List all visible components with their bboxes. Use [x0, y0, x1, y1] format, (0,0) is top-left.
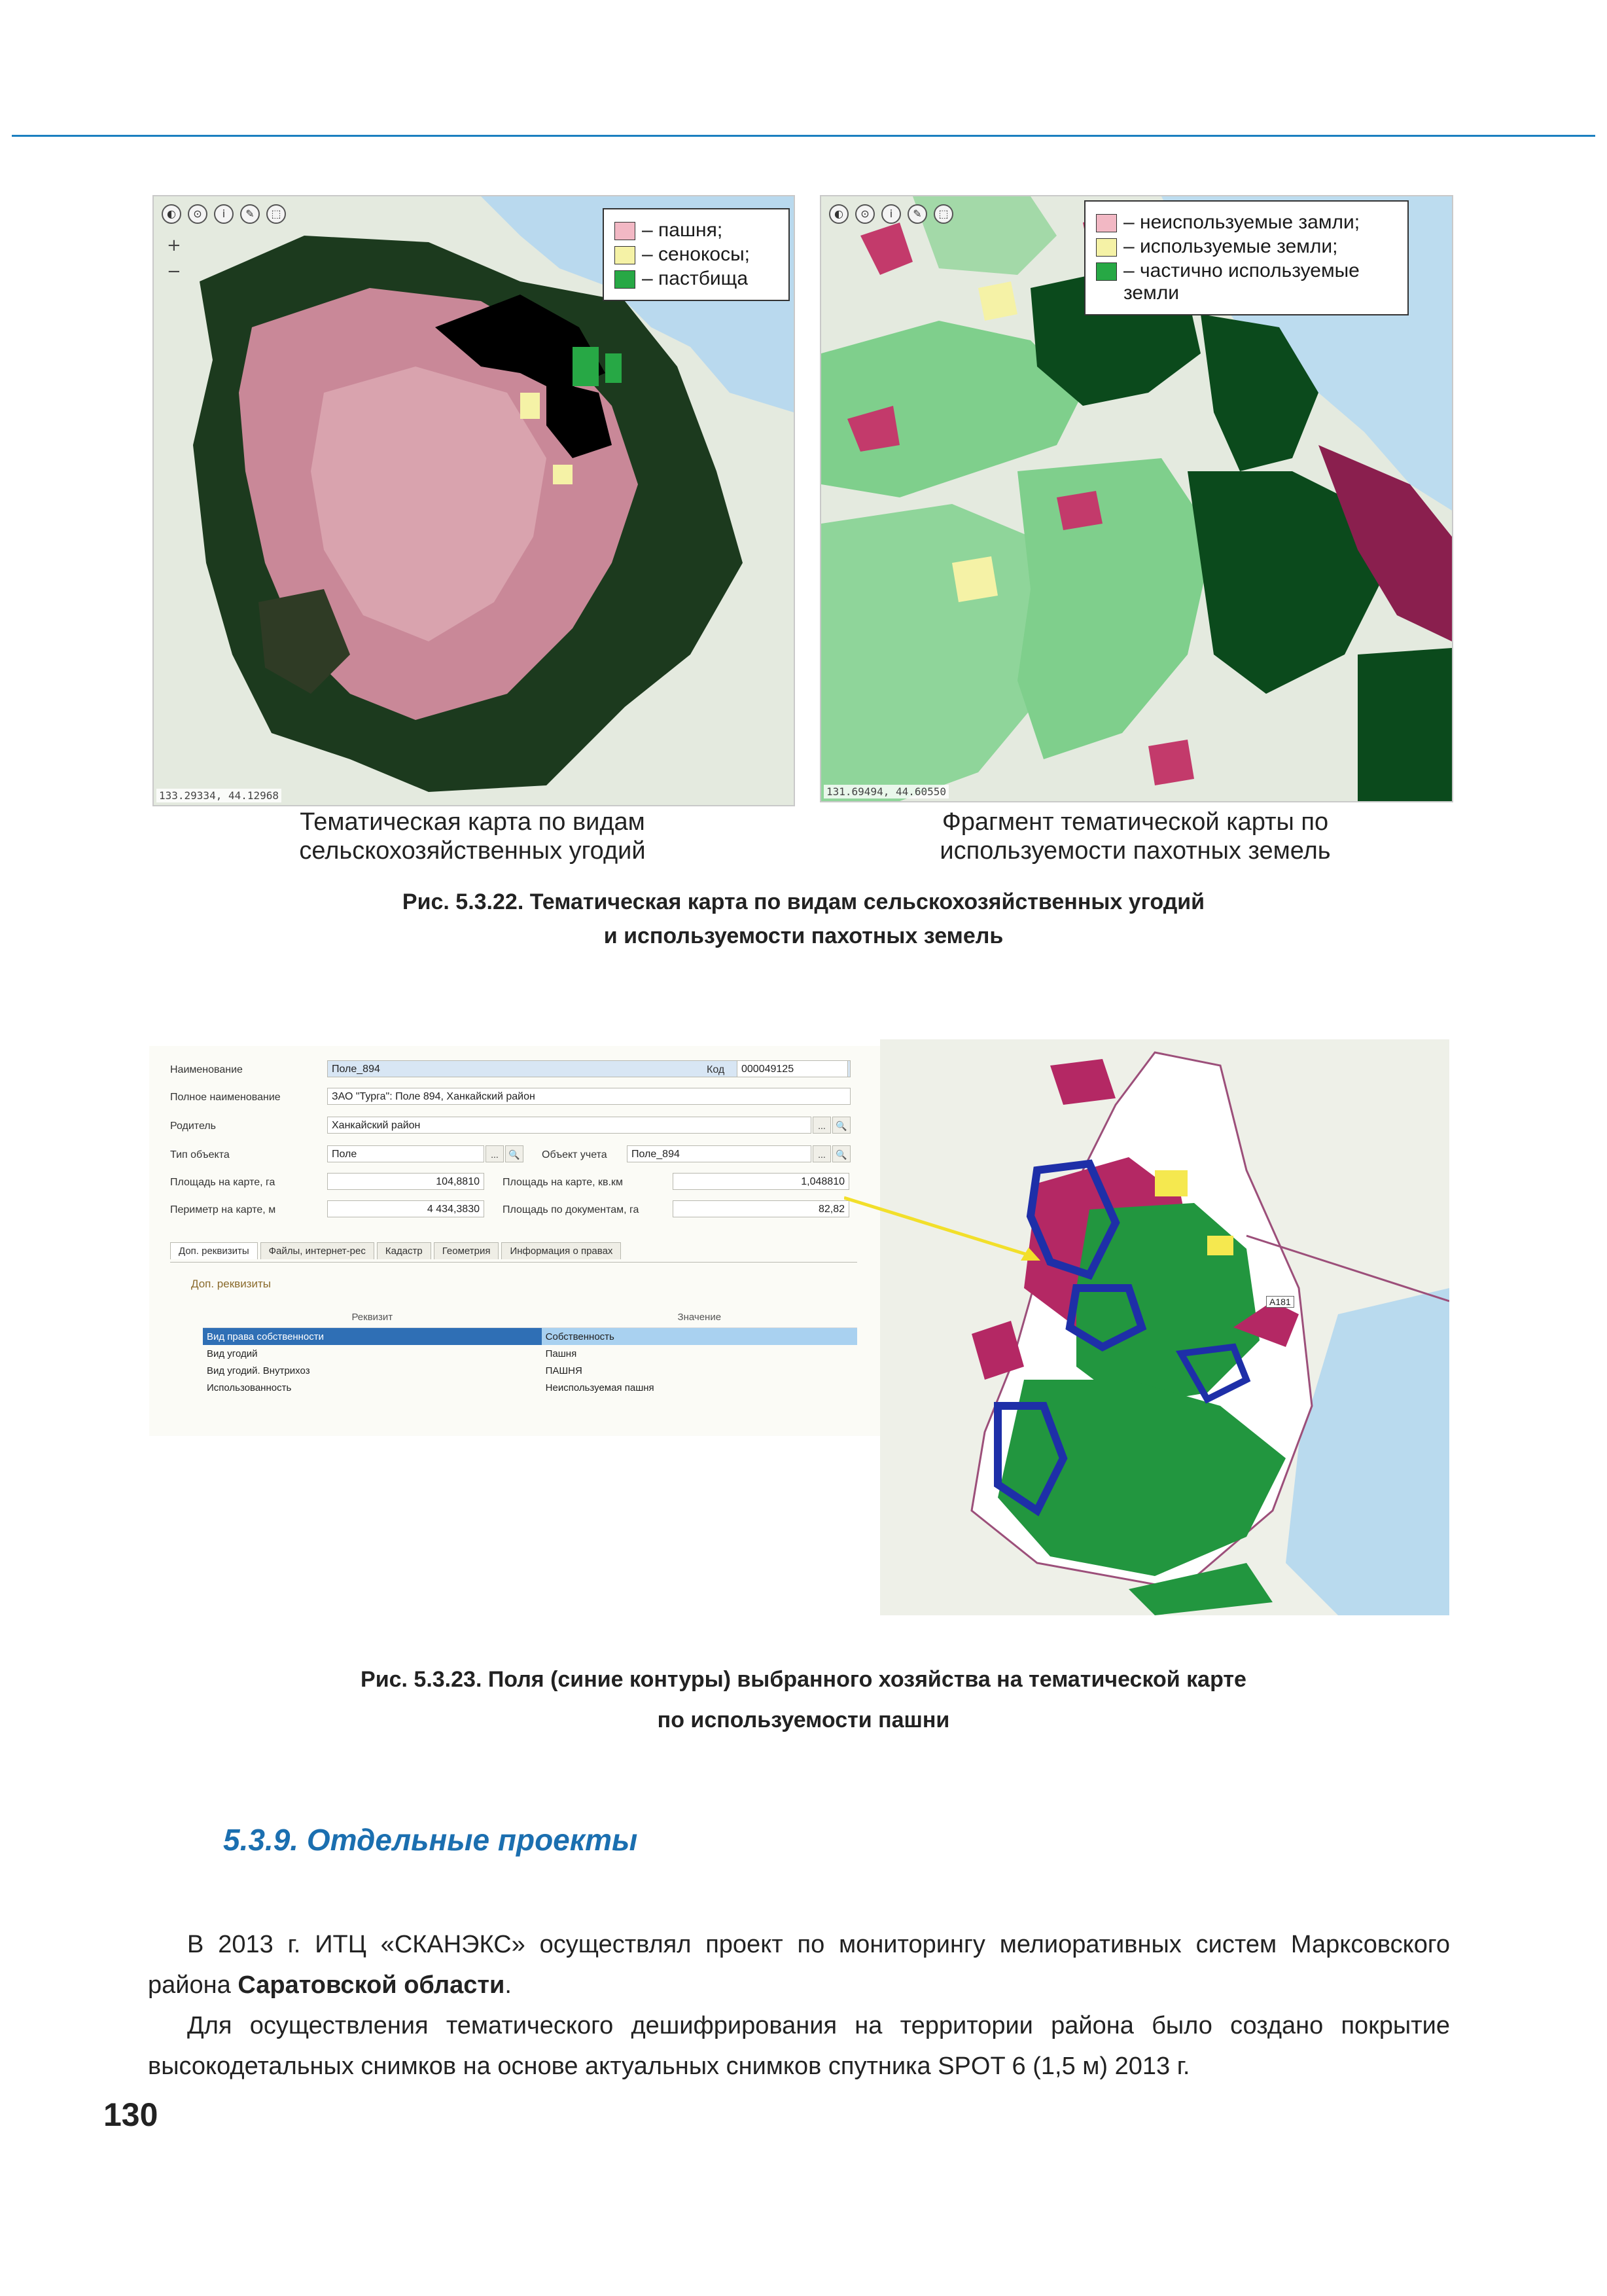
section-heading: 5.3.9. Отдельные проекты	[223, 1823, 638, 1857]
globe-icon[interactable]: ◐	[162, 204, 181, 224]
table-header-row	[203, 1306, 857, 1328]
legend-swatch	[614, 246, 635, 264]
agricultural-land-map	[152, 195, 795, 806]
legend-label: – неиспользуемые замли;	[1123, 211, 1360, 233]
right-map-caption	[820, 808, 1451, 865]
table-row[interactable]	[203, 1328, 857, 1346]
attributes-table	[203, 1306, 857, 1396]
legend-item	[1096, 260, 1397, 304]
code-label: Код	[707, 1064, 725, 1075]
field-properties-form	[149, 1046, 885, 1436]
attr-cell: Использованность	[207, 1382, 292, 1393]
paragraph-text: В 2013 г. ИТЦ «СКАНЭКС» осуществлял проект по мониторингу мелиоративных систем Марксовского района	[148, 1931, 1450, 1999]
area-map-field[interactable]: 104,8810	[327, 1173, 484, 1190]
map-legend	[1084, 200, 1409, 315]
farm-fields-map	[880, 1039, 1449, 1615]
search-icon[interactable]: 🔍	[832, 1117, 851, 1134]
map-toolbar	[829, 204, 953, 224]
legend-item	[614, 243, 778, 266]
more-button[interactable]: ...	[813, 1145, 831, 1162]
info-icon[interactable]: i	[881, 204, 901, 224]
legend-swatch	[1096, 262, 1117, 281]
legend-label: – пастбища	[642, 268, 748, 289]
paragraph-bold-text: Саратовской области	[238, 1971, 505, 1999]
figure-caption-line: по используемости пашни	[657, 1708, 950, 1732]
zoom-in-icon[interactable]: +	[167, 236, 181, 255]
value-cell: Пашня	[545, 1348, 577, 1359]
column-header: Значение	[542, 1306, 857, 1328]
arable-land-usage-map	[820, 195, 1453, 802]
legend-label: – сенокосы;	[642, 243, 750, 265]
paragraph-text: .	[504, 1971, 512, 1999]
area-map-sqkm-field[interactable]: 1,048810	[673, 1173, 849, 1190]
zoom-out-icon[interactable]: −	[167, 262, 181, 281]
section-title: Доп. реквизиты	[191, 1278, 271, 1290]
select-icon[interactable]: ⬚	[934, 204, 953, 224]
search-icon[interactable]: 🔍	[505, 1145, 523, 1162]
area-doc-label: Площадь по документам, га	[503, 1204, 639, 1215]
map-toolbar	[162, 204, 286, 224]
account-label: Объект учета	[542, 1149, 607, 1160]
figure-caption-line: и используемости пахотных земель	[603, 924, 1004, 948]
code-field[interactable]: 000049125	[737, 1060, 848, 1077]
left-map-caption-line: Тематическая карта по видам	[300, 808, 645, 836]
right-map-caption-line: используемости пахотных земель	[940, 837, 1331, 865]
legend-swatch	[1096, 214, 1117, 232]
tab-extra-attributes[interactable]: Доп. реквизиты	[170, 1242, 258, 1259]
coordinate-readout: 133.29334, 44.12968	[156, 789, 281, 802]
tab-geometry[interactable]: Геометрия	[434, 1242, 499, 1259]
pointer-arrow	[844, 1191, 1060, 1270]
legend-item	[1096, 211, 1397, 234]
globe-icon[interactable]: ◐	[829, 204, 849, 224]
farm-fields-map-graphic	[880, 1039, 1449, 1615]
figure-caption	[0, 1662, 1607, 1737]
figure-caption	[0, 885, 1607, 953]
area-map-label: Площадь на карте, га	[170, 1177, 275, 1188]
attr-cell: Вид угодий	[207, 1348, 258, 1359]
name-label: Наименование	[170, 1064, 243, 1075]
edit-icon[interactable]: ✎	[240, 204, 260, 224]
attr-cell: Вид права собственности	[203, 1328, 542, 1346]
right-map-caption-line: Фрагмент тематической карты по	[942, 808, 1329, 836]
table-row[interactable]	[203, 1362, 857, 1379]
name-field[interactable]: Поле_894	[327, 1060, 851, 1077]
value-cell: Собственность	[542, 1328, 857, 1346]
tab-files[interactable]: Файлы, интернет-рес	[260, 1242, 374, 1259]
legend-item	[614, 219, 778, 242]
perimeter-label: Периметр на карте, м	[170, 1204, 276, 1215]
search-icon[interactable]: 🔍	[832, 1145, 851, 1162]
tab-divider	[170, 1262, 857, 1263]
parent-field[interactable]: Ханкайский район	[327, 1117, 811, 1134]
account-field[interactable]: Поле_894	[627, 1145, 811, 1162]
paragraph: Для осуществления тематического дешифрирования на территории района было создано покрытие высокодетальных снимков на основе актуальных снимков спутника SPOT 6 (1,5 м) 2013 г.	[148, 2012, 1450, 2080]
legend-label: – частично используемые земли	[1123, 260, 1360, 304]
legend-item	[614, 268, 778, 290]
paragraph	[148, 1924, 1450, 2005]
column-header: Реквизит	[203, 1306, 542, 1328]
form-tabs	[170, 1242, 621, 1259]
edit-icon[interactable]: ✎	[908, 204, 927, 224]
top-rule	[12, 135, 1595, 137]
value-cell: ПАШНЯ	[545, 1365, 582, 1376]
fullname-field[interactable]: ЗАО "Турга": Поле 894, Ханкайский район	[327, 1088, 851, 1105]
legend-swatch	[614, 222, 635, 240]
type-label: Тип объекта	[170, 1149, 230, 1160]
select-icon[interactable]: ⬚	[266, 204, 286, 224]
table-row[interactable]	[203, 1379, 857, 1396]
info-icon[interactable]: i	[214, 204, 234, 224]
table-row[interactable]	[203, 1345, 857, 1362]
area-doc-field[interactable]: 82,82	[673, 1200, 849, 1217]
legend-swatch	[1096, 238, 1117, 257]
parent-label: Родитель	[170, 1121, 216, 1132]
legend-label: – пашня;	[642, 219, 723, 241]
area-map-sqkm-label: Площадь на карте, кв.км	[503, 1177, 623, 1188]
tab-cadastre[interactable]: Кадастр	[377, 1242, 431, 1259]
attr-cell: Вид угодий. Внутрихоз	[207, 1365, 310, 1376]
map-legend	[603, 208, 790, 301]
page-number: 130	[103, 2096, 158, 2133]
left-map-caption-line: сельскохозяйственных угодий	[299, 837, 646, 865]
value-cell: Неиспользуемая пашня	[545, 1382, 654, 1393]
more-button[interactable]: ...	[813, 1117, 831, 1134]
tab-rights-info[interactable]: Информация о правах	[501, 1242, 621, 1259]
target-icon[interactable]: ⊙	[855, 204, 875, 224]
target-icon[interactable]: ⊙	[188, 204, 207, 224]
legend-item	[1096, 236, 1397, 258]
type-field[interactable]: Поле	[327, 1145, 484, 1162]
more-button[interactable]: ...	[486, 1145, 504, 1162]
left-map-caption	[152, 808, 792, 865]
road-label: А181	[1266, 1296, 1294, 1308]
fullname-label: Полное наименование	[170, 1092, 281, 1103]
figure-caption-line: Рис. 5.3.23. Поля (синие контуры) выбранного хозяйства на тематической карте	[361, 1667, 1246, 1692]
coordinate-readout: 131.69494, 44.60550	[824, 785, 949, 798]
legend-swatch	[614, 270, 635, 289]
perimeter-field[interactable]: 4 434,3830	[327, 1200, 484, 1217]
figure-caption-line: Рис. 5.3.22. Тематическая карта по видам сельскохозяйственных угодий	[402, 889, 1205, 914]
legend-label: – используемые земли;	[1123, 236, 1338, 257]
